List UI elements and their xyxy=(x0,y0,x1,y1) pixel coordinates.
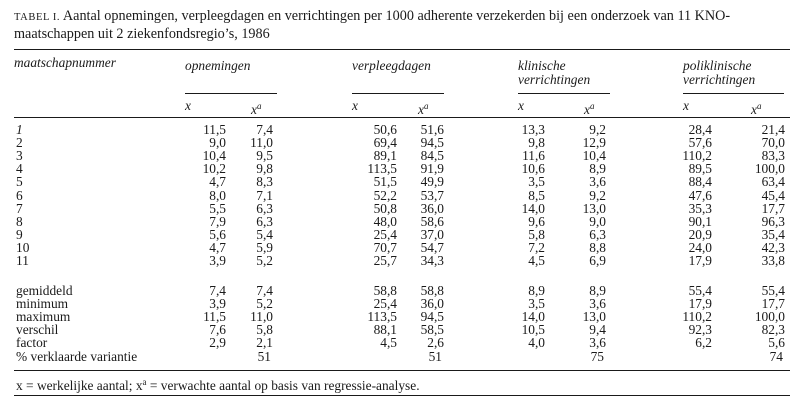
summary-row-cell: 17,7 xyxy=(761,296,785,312)
data-row-cell: 54,7 xyxy=(420,239,444,255)
data-row-cell: 47,6 xyxy=(688,187,712,203)
data-row-cell: 14,0 xyxy=(521,200,545,216)
data-row-label: 8 xyxy=(16,213,23,229)
summary-row-cell: 25,4 xyxy=(373,296,397,312)
summary-row-cell: 58,8 xyxy=(373,283,397,298)
data-row-cell: 10,2 xyxy=(202,161,226,177)
data-row-label: 1 xyxy=(16,122,23,137)
data-row-cell: 4,7 xyxy=(209,174,226,190)
header-klinische: klinische verrichtingen xyxy=(518,58,591,87)
summary-row-cell: 2,1 xyxy=(256,335,273,351)
summary-row-cell: 2,6 xyxy=(427,335,444,351)
data-row-cell: 9,0 xyxy=(589,213,606,229)
explained-variance-cell: 75 xyxy=(590,348,604,364)
data-row-cell: 7,1 xyxy=(256,187,273,203)
data-row-cell: 25,4 xyxy=(373,226,397,242)
data-row-cell: 7,9 xyxy=(209,213,226,229)
data-row-cell: 8,8 xyxy=(589,239,606,255)
header-poliklinische: poliklinische verrichtingen xyxy=(683,58,756,87)
summary-row-cell: 4,0 xyxy=(528,335,545,351)
data-row-cell: 11,5 xyxy=(203,122,226,137)
data-row-cell: 9,2 xyxy=(589,187,606,203)
group-rule-poliklinische xyxy=(683,93,784,94)
data-row-cell: 57,6 xyxy=(688,135,712,151)
summary-row-cell: 2,9 xyxy=(209,335,226,351)
data-row-cell: 3,6 xyxy=(589,174,606,190)
data-row-cell: 8,5 xyxy=(528,187,545,203)
data-row-cell: 42,3 xyxy=(761,239,785,255)
summary-row-label: factor xyxy=(16,335,48,351)
data-row-cell: 53,7 xyxy=(420,187,444,203)
data-row-cell: 8,0 xyxy=(209,187,226,203)
data-row-cell: 34,3 xyxy=(420,253,444,268)
table-label: TABEL I. xyxy=(14,12,61,23)
table-caption xyxy=(14,8,790,43)
table-bottom-rule xyxy=(14,370,790,371)
data-row-cell: 5,2 xyxy=(256,253,273,268)
data-row-cell: 24,0 xyxy=(688,239,712,255)
data-row-cell: 50,6 xyxy=(373,122,397,137)
data-row-label: 5 xyxy=(16,174,23,190)
summary-row-cell: 5,8 xyxy=(256,322,273,338)
subheader-xa: $x^a$ xyxy=(751,101,762,117)
summary-row-cell: 11,0 xyxy=(250,309,273,325)
data-row-cell: 6,3 xyxy=(589,226,606,242)
summary-row-cell: 94,5 xyxy=(420,309,444,325)
data-row-cell: 8,9 xyxy=(589,161,606,177)
data-row-cell: 5,5 xyxy=(209,200,226,216)
data-row-cell: 49,9 xyxy=(420,174,444,190)
summary-row-cell: 113,5 xyxy=(367,309,397,325)
top-rule xyxy=(14,49,790,50)
data-row-cell: 58,6 xyxy=(420,213,444,229)
data-row-cell: 9,8 xyxy=(528,135,545,151)
data-row-cell: 10,4 xyxy=(202,148,226,164)
data-row-label: 11 xyxy=(16,253,29,268)
data-row-cell: 50,8 xyxy=(373,200,397,216)
data-row-cell: 89,5 xyxy=(688,161,712,177)
data-row-cell: 17,7 xyxy=(761,200,785,216)
data-row-cell: 36,0 xyxy=(420,200,444,216)
data-row-cell: 89,1 xyxy=(373,148,397,164)
subheader-xa: $x^a$ xyxy=(418,101,429,117)
data-row-cell: 10,6 xyxy=(521,161,545,177)
subheader-x: x xyxy=(518,98,524,113)
summary-row-cell: 6,2 xyxy=(695,335,712,351)
summary-row-cell: 58,8 xyxy=(420,283,444,298)
subheader-xa: $x^a$ xyxy=(251,101,262,117)
summary-row-cell: 3,9 xyxy=(209,296,226,312)
subheader-x: x xyxy=(185,98,191,113)
data-row-cell: 17,9 xyxy=(688,253,712,268)
data-row-cell: 83,3 xyxy=(761,148,785,164)
data-row-cell: 51,6 xyxy=(420,122,444,137)
group-rule-opnemingen xyxy=(185,93,277,94)
data-row-cell: 35,4 xyxy=(761,226,785,242)
summary-row-cell: 58,5 xyxy=(420,322,444,338)
data-row-cell: 45,4 xyxy=(761,187,785,203)
data-row-cell: 100,0 xyxy=(754,161,785,177)
data-row-cell: 11,6 xyxy=(522,148,545,164)
summary-row-cell: 7,6 xyxy=(209,322,226,338)
header-verpleegdagen: verpleegdagen xyxy=(352,58,431,73)
data-row-cell: 88,4 xyxy=(688,174,712,190)
data-row-label: 3 xyxy=(16,148,23,164)
summary-row-cell: 5,6 xyxy=(768,335,785,351)
data-row-label: 9 xyxy=(16,226,23,242)
data-row-cell: 94,5 xyxy=(420,135,444,151)
explained-variance-cell: 51 xyxy=(257,348,271,364)
data-row-cell: 37,0 xyxy=(420,226,444,242)
data-row-cell: 6,3 xyxy=(256,200,273,216)
table-footnote: x = werkelijke aantal; $x^a$ = verwachte aantal op basis van regressie-analyse. xyxy=(16,377,420,393)
data-row-cell: 7,4 xyxy=(256,122,273,137)
group-rule-verpleegdagen xyxy=(352,93,444,94)
summary-row-label: maximum xyxy=(16,309,71,325)
data-row-label: 4 xyxy=(16,161,23,177)
summary-row-cell: 14,0 xyxy=(521,309,545,325)
data-row-cell: 52,2 xyxy=(373,187,397,203)
header-opnemingen: opnemingen xyxy=(185,58,251,73)
summary-row-label: minimum xyxy=(16,296,69,312)
data-row-cell: 110,2 xyxy=(682,148,712,164)
data-row-cell: 6,9 xyxy=(589,253,606,268)
data-row-cell: 90,1 xyxy=(688,213,712,229)
data-row-cell: 25,7 xyxy=(373,253,397,268)
data-row-cell: 9,5 xyxy=(256,148,273,164)
footnote-rule xyxy=(14,395,790,396)
data-row-label: 6 xyxy=(16,187,23,203)
data-row-cell: 11,0 xyxy=(250,135,273,151)
summary-row-cell: 110,2 xyxy=(682,309,712,325)
summary-row-cell: 100,0 xyxy=(754,309,785,325)
data-row-cell: 5,8 xyxy=(528,226,545,242)
data-row-cell: 7,2 xyxy=(528,239,545,255)
data-row-cell: 9,2 xyxy=(589,122,606,137)
data-row-cell: 9,6 xyxy=(528,213,545,229)
summary-row-cell: 4,5 xyxy=(380,335,397,351)
data-row-cell: 70,0 xyxy=(761,135,785,151)
data-row-cell: 12,9 xyxy=(582,135,606,151)
header-row-label: maatschapnummer xyxy=(14,55,116,70)
explained-variance-label: % verklaarde variantie xyxy=(16,348,138,364)
data-row-cell: 63,4 xyxy=(761,174,785,190)
data-row-cell: 28,4 xyxy=(688,122,712,137)
data-row-cell: 51,5 xyxy=(373,174,397,190)
summary-row-cell: 13,0 xyxy=(582,309,606,325)
data-row-cell: 48,0 xyxy=(373,213,397,229)
summary-row-cell: 55,4 xyxy=(688,283,712,298)
data-row-cell: 9,0 xyxy=(209,135,226,151)
data-row-label: 7 xyxy=(16,200,23,216)
summary-row-cell: 10,5 xyxy=(521,322,545,338)
summary-row-cell: 8,9 xyxy=(589,283,606,298)
data-row-cell: 69,4 xyxy=(373,135,397,151)
summary-row-cell: 11,5 xyxy=(203,309,226,325)
data-row-cell: 20,9 xyxy=(688,226,712,242)
summary-row-cell: 3,6 xyxy=(589,335,606,351)
explained-variance-cell: 74 xyxy=(769,348,783,364)
table-title: Aantal opnemingen, verpleegdagen en verrichtingen per 1000 adherente verzekerden bij een onderzoek van 11 KNO-maatschappen uit 2 ziekenfondsregio’s, 1986 xyxy=(14,8,731,42)
data-row-cell: 5,9 xyxy=(256,239,273,255)
summary-row-cell: 8,9 xyxy=(528,283,545,298)
data-row-cell: 4,5 xyxy=(528,253,545,268)
summary-row-cell: 9,4 xyxy=(589,322,606,338)
data-row-cell: 4,7 xyxy=(209,239,226,255)
data-row-cell: 6,3 xyxy=(256,213,273,229)
data-row-cell: 10,4 xyxy=(582,148,606,164)
summary-row-cell: 82,3 xyxy=(761,322,785,338)
summary-row-label: gemiddeld xyxy=(16,283,73,298)
explained-variance-cell: 51 xyxy=(428,348,442,364)
summary-row-cell: 88,1 xyxy=(373,322,397,338)
summary-row-cell: 92,3 xyxy=(688,322,712,338)
group-rule-klinische xyxy=(518,93,610,94)
summary-row-cell: 17,9 xyxy=(688,296,712,312)
data-row-cell: 3,5 xyxy=(528,174,545,190)
subheader-x: x xyxy=(352,98,358,113)
data-row-cell: 70,7 xyxy=(373,239,397,255)
data-row-label: 10 xyxy=(16,239,30,255)
data-row-cell: 5,6 xyxy=(209,226,226,242)
data-row-cell: 9,8 xyxy=(256,161,273,177)
data-row-cell: 13,0 xyxy=(582,200,606,216)
summary-row-cell: 36,0 xyxy=(420,296,444,312)
summary-row-cell: 3,5 xyxy=(528,296,545,312)
data-row-cell: 35,3 xyxy=(688,200,712,216)
data-row-label: 2 xyxy=(16,135,23,151)
summary-row-cell: 55,4 xyxy=(761,283,785,298)
data-row-cell: 3,9 xyxy=(209,253,226,268)
data-row-cell: 96,3 xyxy=(761,213,785,229)
summary-row-cell: 3,6 xyxy=(589,296,606,312)
header-bottom-rule xyxy=(14,117,790,118)
data-row-cell: 5,4 xyxy=(256,226,273,242)
summary-row-cell: 7,4 xyxy=(256,283,273,298)
subheader-x: x xyxy=(683,98,689,113)
summary-row-cell: 7,4 xyxy=(209,283,226,298)
data-row-cell: 113,5 xyxy=(367,161,397,177)
data-row-cell: 13,3 xyxy=(521,122,545,137)
data-row-cell: 84,5 xyxy=(420,148,444,164)
summary-row-label: verschil xyxy=(16,322,59,338)
data-row-cell: 33,8 xyxy=(761,253,785,268)
summary-row-cell: 5,2 xyxy=(256,296,273,312)
data-row-cell: 21,4 xyxy=(761,122,785,137)
data-row-cell: 8,3 xyxy=(256,174,273,190)
subheader-xa: $x^a$ xyxy=(584,101,595,117)
data-row-cell: 91,9 xyxy=(420,161,444,177)
